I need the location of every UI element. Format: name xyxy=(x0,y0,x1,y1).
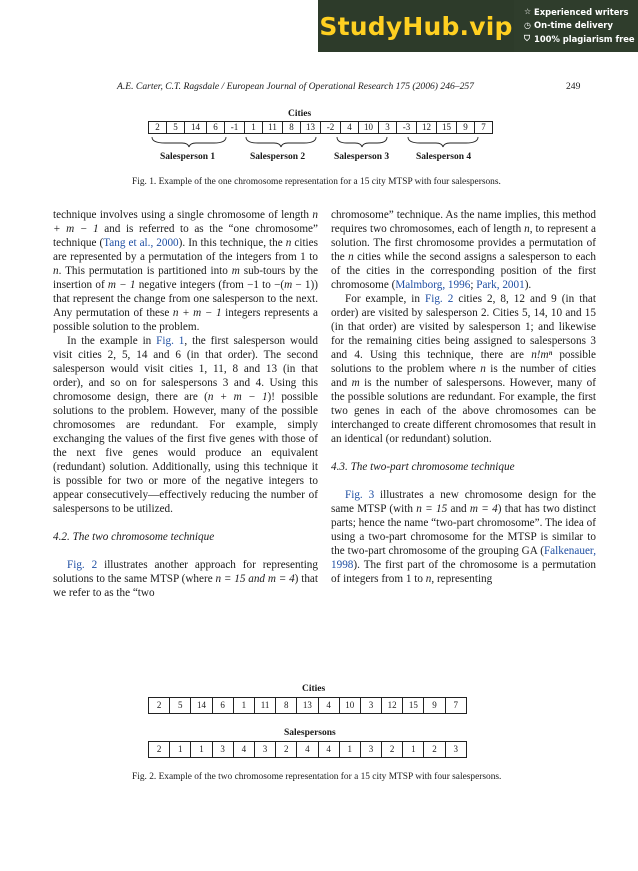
feature-text: 100% plagiarism free xyxy=(534,33,635,44)
right-column xyxy=(331,208,596,586)
figure2-cities-label: Cities xyxy=(302,684,326,694)
citation-link[interactable]: Park, 2001 xyxy=(476,279,525,291)
paragraph: technique involves using a single chromosome of length n + m − 1 and is referred to as the “one chromosome” technique (Tang et al., 2000). In this technique, the n cities are represented by a permutation of the integers from 1 to n. This permutation is partitioned into m sub-tours by the insertion of m − 1 negative integers (from −1 to −(m − 1)) that represent the change from one salesperson to the next. Any permutation of these n + m − 1 integers represents a possible solution to the problem. xyxy=(53,209,319,333)
section-heading: 4.2. The two chromosome technique xyxy=(53,531,215,543)
gene-cell: 3 xyxy=(379,122,397,134)
gene-cell: 10 xyxy=(359,122,379,134)
figure2-salespersons-chromosome xyxy=(148,741,467,758)
gene-cell: -3 xyxy=(397,122,417,134)
gene-cell: 2 xyxy=(382,742,403,758)
gene-cell: -2 xyxy=(321,122,341,134)
gene-cell: 4 xyxy=(318,698,339,714)
gene-cell: 5 xyxy=(170,698,191,714)
figure2-caption: Fig. 2. Example of the two chromosome representation for a 15 city MTSP with four salespersons. xyxy=(132,772,502,782)
gene-cell: 10 xyxy=(339,698,360,714)
gene-cell: 3 xyxy=(445,742,466,758)
gene-cell: 2 xyxy=(276,742,297,758)
feature-text: On-time delivery xyxy=(534,20,613,31)
gene-cell: 15 xyxy=(403,698,424,714)
gene-cell: 2 xyxy=(149,742,170,758)
gene-cell: 3 xyxy=(212,742,233,758)
figure-link[interactable]: Fig. 3 xyxy=(345,489,375,501)
gene-cell: 3 xyxy=(254,742,275,758)
gene-cell: 14 xyxy=(185,122,207,134)
gene-cell: 8 xyxy=(283,122,301,134)
citation-link[interactable]: Malmborg, 1996 xyxy=(395,279,471,291)
gene-cell: 14 xyxy=(191,698,212,714)
page-number: 249 xyxy=(566,81,581,92)
gene-cell: 8 xyxy=(276,698,297,714)
gene-cell: 4 xyxy=(341,122,359,134)
figure1-caption: Fig. 1. Example of the one chromosome representation for a 15 city MTSP with four salespersons. xyxy=(132,177,501,187)
salesperson-4-label: Salesperson 4 xyxy=(416,152,472,162)
star-icon: ☆ xyxy=(524,7,532,17)
paragraph: For example, in Fig. 2 cities 2, 8, 12 and 9 (in that order) are visited by salesperson 2. Cities 5, 14, 10 and 15 (in that order) are visited by salesperson 1; and likewise for the remaining cities being assigned to salespersons 3 and 4. Using this technique, there are n!mⁿ possible solutions to the problem where n is the number of cities and m is the number of salespersons. However, many of the possible solutions are redundant. For example, the first two genes in each of the above chromosomes can be interchanged to create different chromosomes that result in an identical (or redundant) solution. xyxy=(331,293,597,445)
gene-cell: -1 xyxy=(225,122,245,134)
figure1-title: Cities xyxy=(288,109,312,119)
gene-cell: 15 xyxy=(437,122,457,134)
gene-cell: 4 xyxy=(318,742,339,758)
citation-link[interactable]: Tang et al., 2000 xyxy=(103,237,179,249)
gene-cell: 1 xyxy=(245,122,263,134)
gene-cell: 1 xyxy=(233,698,254,714)
salesperson-3-label: Salesperson 3 xyxy=(334,152,390,162)
gene-cell: 3 xyxy=(360,698,381,714)
figure-link[interactable]: Fig. 2 xyxy=(67,559,98,571)
gene-cell: 9 xyxy=(457,122,475,134)
gene-cell: 9 xyxy=(424,698,445,714)
gene-cell: 7 xyxy=(445,698,466,714)
figure-link[interactable]: Fig. 2 xyxy=(425,293,454,305)
brace-salesperson-4 xyxy=(408,137,478,147)
gene-cell: 2 xyxy=(424,742,445,758)
gene-cell: 12 xyxy=(417,122,437,134)
paragraph: chromosome” technique. As the name implies, this method requires two chromosomes, each of length n, to represent a solution. The first chromosome provides a permutation of the n cities while the second assigns a salesperson to each of the cities in the corresponding position of the first chromosome (Malmborg, 1996; Park, 2001). xyxy=(331,209,596,291)
running-header: A.E. Carter, C.T. Ragsdale / European Journal of Operational Research 175 (2006) 246–257 xyxy=(117,81,474,92)
salesperson-braces xyxy=(0,0,638,160)
gene-cell: 3 xyxy=(360,742,381,758)
left-column xyxy=(53,208,318,600)
brace-salesperson-2 xyxy=(246,137,316,147)
gene-cell: 5 xyxy=(167,122,185,134)
citation-link[interactable]: Falkenauer, 1998 xyxy=(331,545,596,571)
gene-cell: 1 xyxy=(170,742,191,758)
gene-cell: 4 xyxy=(233,742,254,758)
clock-icon: ◷ xyxy=(524,20,531,30)
brace-salesperson-1 xyxy=(152,137,226,147)
feature-text: Experienced writers xyxy=(534,6,629,17)
studyhub-logo[interactable]: StudyHub.vip xyxy=(318,0,514,52)
gene-cell: 1 xyxy=(191,742,212,758)
figure2-salespersons-label: Salespersons xyxy=(284,728,336,738)
section-heading: 4.3. The two-part chromosome technique xyxy=(331,461,515,473)
gene-cell: 2 xyxy=(149,698,170,714)
gene-cell: 12 xyxy=(382,698,403,714)
paragraph: Fig. 2 illustrates another approach for representing solutions to the same MTSP (where n = 15 and m = 4) that we refer to as the “two xyxy=(53,559,318,599)
gene-cell: 7 xyxy=(475,122,493,134)
gene-cell: 13 xyxy=(297,698,318,714)
figure2-cities-chromosome xyxy=(148,697,467,714)
gene-cell: 11 xyxy=(254,698,275,714)
salesperson-1-label: Salesperson 1 xyxy=(160,152,216,162)
paragraph: Fig. 3 illustrates a new chromosome design for the same MTSP (with n = 15 and m = 4) that has two distinct parts; hence the name “two-part chromosome”. The idea of using a two-part chromosome for the MTSP is similar to the two-part chromosome of the grouping GA (Falkenauer, 1998). The first part of the chromosome is a permutation of integers from 1 to n, representing xyxy=(331,489,596,585)
gene-cell: 1 xyxy=(403,742,424,758)
shield-icon: ⛉ xyxy=(524,33,530,43)
paragraph: In the example in Fig. 1, the first salesperson would visit cities 2, 5, 14 and 6 (in that order). The second salesperson would visit cities 1, 11, 8 and 13 (in that order), and so on for salespersons 3 and 4. Using this chromosome design, there are (n + m − 1)! possible solutions to the problem. However, many of the possible chromosomes are redundant. For example, simply exchanging the values of the first five genes with those of the next five genes would produce an equivalent (redundant) solution. Additionally, using this technique it is possible for two or more of the negative integers to appear consecutively—effectively reducing the number of salespersons to be utilized. xyxy=(53,335,318,515)
salesperson-2-label: Salesperson 2 xyxy=(250,152,306,162)
gene-cell: 11 xyxy=(263,122,283,134)
gene-cell: 2 xyxy=(149,122,167,134)
gene-cell: 1 xyxy=(339,742,360,758)
gene-cell: 4 xyxy=(297,742,318,758)
brace-salesperson-3 xyxy=(337,137,387,147)
gene-cell: 13 xyxy=(301,122,321,134)
gene-cell: 6 xyxy=(207,122,225,134)
gene-cell: 6 xyxy=(212,698,233,714)
figure-link[interactable]: Fig. 1 xyxy=(156,335,185,347)
